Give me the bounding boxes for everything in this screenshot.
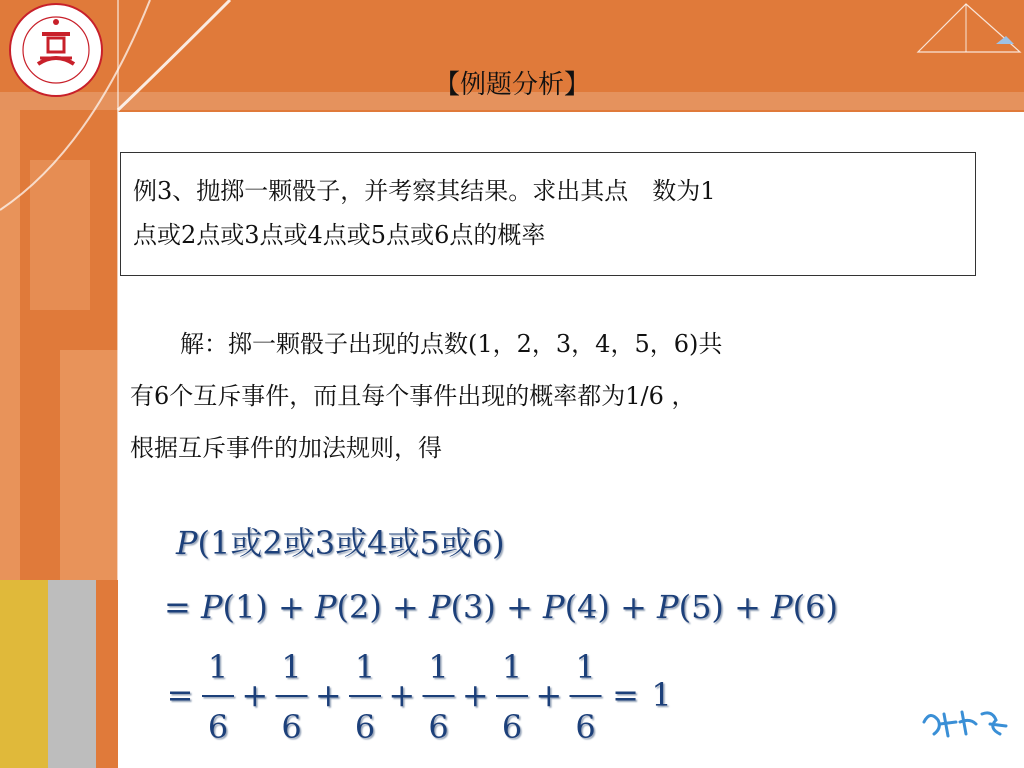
equals-sign: = xyxy=(612,676,639,714)
fraction-denominator: 6 xyxy=(281,708,302,746)
formula-term: P xyxy=(429,588,451,626)
formula-term: P xyxy=(771,588,793,626)
fraction-denominator: 6 xyxy=(501,708,523,746)
formula-term: P xyxy=(543,588,565,626)
fraction-numerator: 1 xyxy=(575,648,596,686)
solution-text xyxy=(130,318,960,474)
fraction-denominator: 6 xyxy=(207,708,229,746)
calligraphy-logo-icon xyxy=(916,700,1016,748)
fraction-denominator: 6 xyxy=(575,708,596,746)
formula-line-1: P(1或2或3或4或5或6) xyxy=(176,524,505,562)
fraction-numerator: 1 xyxy=(281,648,302,686)
fraction-numerator: 1 xyxy=(501,648,523,686)
solution-line-3: 根据互斥事件的加法规则，得 xyxy=(130,434,442,462)
fraction-denominator: 6 xyxy=(428,708,449,746)
formula xyxy=(160,514,960,754)
formula-term: P xyxy=(315,588,337,626)
question-line-1: 例3、抛掷一颗骰子，并考察其结果。求出其点 数为1 xyxy=(133,177,716,205)
plus-sign: + xyxy=(461,676,489,714)
plus-sign: + xyxy=(535,676,563,714)
equals-sign: = xyxy=(166,676,194,714)
solution-line-1: 解：掷一颗骰子出现的点数(1，2，3，4，5，6)共 xyxy=(180,330,723,358)
plus-sign: + xyxy=(388,676,416,714)
plus-sign: + xyxy=(314,676,342,714)
triangle-decoration xyxy=(910,0,1024,60)
question-line-2: 点或2点或3点或4点或5点或6点的概率 xyxy=(133,221,546,249)
fraction-denominator: 6 xyxy=(354,708,376,746)
fraction-numerator: 1 xyxy=(428,648,449,686)
formula-term: P xyxy=(657,588,679,626)
fraction-numerator: 1 xyxy=(207,648,229,686)
formula-term: P xyxy=(200,588,223,626)
fraction-numerator: 1 xyxy=(354,648,376,686)
solution-line-2: 有6个互斥事件，而且每个事件出现的概率都为1/6 ， xyxy=(130,382,696,410)
slide-title: 【例题分析】 xyxy=(433,70,590,100)
question-box xyxy=(120,152,976,276)
formula-line-3 xyxy=(167,648,672,746)
formula-result: 1 xyxy=(651,676,672,714)
plus-sign: + xyxy=(241,676,269,714)
formula-line-2: = P(1) + P(2) + P(3) + P(4) + P(5) + P(6) xyxy=(164,588,838,626)
